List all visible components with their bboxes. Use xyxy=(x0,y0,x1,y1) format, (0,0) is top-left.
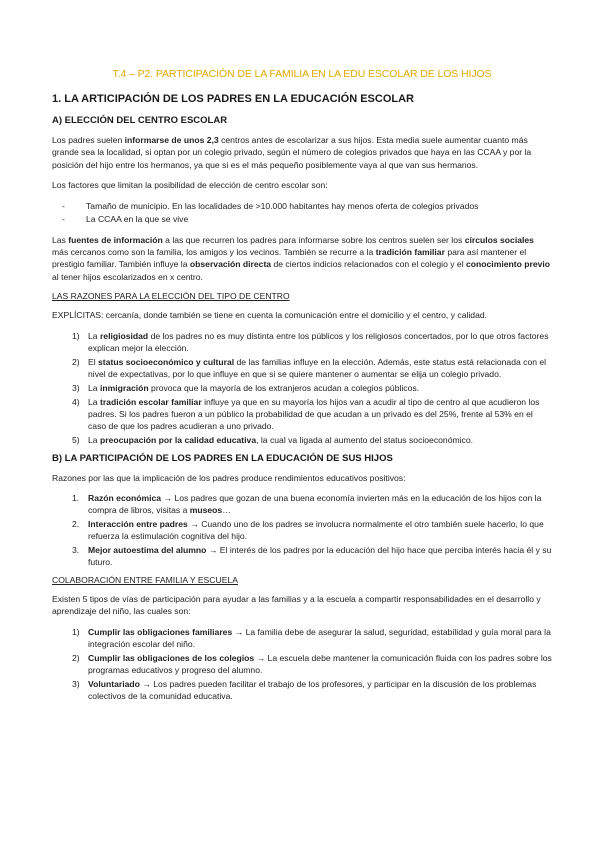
list-item: 1. Razón económica → Los padres que gozan de una buena economía invierten más en la educación de los hijos con la compra de libros, visitas a museos… xyxy=(72,493,542,516)
list-item: - Tamaño de municipio. En las localidades de >10.000 habitantes hay menos oferta de colegios privados xyxy=(52,200,552,213)
list-item: 3) Voluntariado → Los padres pueden facilitar el trabajo de los profesores, y participar en la discusión de los problemas colectivos de la comunidad educativa. xyxy=(72,678,537,701)
paragraph-fuentes: Las fuentes de información a las que recurren los padres para informarse sobre los centros suelen ser los círculos sociales más cercanos como son la familia, los amigos y los vecinos. También se recurre a la tradición familiar para así mantener el prestigio familiar. También influye la observación directa de ciertos indicios relacionados con el colegio y el conocimiento previo al tener hijos escolarizados en x centro. xyxy=(52,234,551,282)
list-item: 5) La preocupación por la calidad educativa, la cual va ligada al aumento del status socioeconómico. xyxy=(72,434,474,445)
paragraph-informarse: Los padres suelen informarse de unos 2,3 centros antes de escolarizar a sus hijos. Esta media suele aumentar cuanto más grande sea la localidad, si optan por un colegio privado, según el número de colegios privados que haya en las CCAA y por la posición del hijo entre los hermanos, ya que si es el más pequeño posiblemente vaya al que van sus hermanos. xyxy=(52,135,532,170)
document-page xyxy=(52,68,552,709)
paragraph-colaboracion-intro: Existen 5 tipos de vías de participación para ayudar a las familias y a la escuela a compartir responsabilidades en el desarrollo y aprendizaje del niño, las cuales son: xyxy=(52,594,541,617)
subsection-a-heading: A) ELECCIÓN DEL CENTRO ESCOLAR xyxy=(52,115,228,126)
list-item: 4) La tradición escolar familiar influye ya que en su mayoría los hijos van a acudir al tipo de centro al que acudieron los padres. Si los padres fueron a un público la probabilidad de que acudan a un privado es del 25%, frente al 53% en el caso de que los padres acudieran a uno privado. xyxy=(72,396,540,431)
vias-list xyxy=(52,626,552,702)
list-item: 2) Cumplir las obligaciones de los colegios → La escuela debe mantener la comunicación fluida con los padres sobre los programas educativos y progreso del alumno. xyxy=(72,652,552,675)
paragraph-explicitas: EXPLÍCITAS: cercanía, donde también se tiene en cuenta la comunicación entre el domicilio y el centro, y calidad. xyxy=(52,310,488,321)
list-item: 1) Cumplir las obligaciones familiares → La familia debe de asegurar la salud, seguridad, estabilidad y guía moral para la integración escolar del niño. xyxy=(72,626,551,649)
section-1-heading: 1. LA ARTICIPACIÓN DE LOS PADRES EN LA EDUCACIÓN ESCOLAR xyxy=(52,93,415,105)
colaboracion-heading: COLABORACIÓN ENTRE FAMILIA Y ESCUELA xyxy=(52,575,238,586)
list-item: 2) El status socioeconómico y cultural de las familias influye en la elección. Además, este status está relacionada con el nivel de expectativas, por lo que influye en que si se quiere mantener o aumentar se elija un colegio privado. xyxy=(72,356,547,379)
razones-heading: LAS RAZONES PARA LA ELECCIÓN DEL TIPO DE CENTRO xyxy=(52,291,290,302)
list-item: 2. Interacción entre padres → Cuando uno de los padres se involucra normalmente el otro también suele hacerlo, lo que refuerza la estimulación cognitiva del hijo. xyxy=(72,519,544,542)
list-item: 3. Mejor autoestima del alumno → El interés de los padres por la educación del hijo hace que perciba interés hacia él y su futuro. xyxy=(72,545,552,568)
list-item: - La CCAA en la que se vive xyxy=(52,213,552,226)
paragraph-factores-intro: Los factores que limitan la posibilidad de elección de centro escolar son: xyxy=(52,180,328,191)
reasons-list xyxy=(52,330,552,446)
list-item: 3) La inmigración provoca que la mayoría de los extranjeros acudan a colegios públicos. xyxy=(72,382,420,393)
document-title: T.4 – P2. PARTICIPACIÓN DE LA FAMILIA EN LA EDU ESCOLAR DE LOS HIJOS xyxy=(112,68,492,80)
subsection-b-heading: B) LA PARTICIPACIÓN DE LOS PADRES EN LA EDUCACIÓN DE SUS HIJOS xyxy=(52,452,393,464)
paragraph-razones-intro: Razones por las que la implicación de los padres produce rendimientos educativos positivos: xyxy=(52,472,406,483)
factors-list xyxy=(52,200,552,226)
benefits-list xyxy=(52,492,552,568)
list-item: 1) La religiosidad de los padres no es muy distinta entre los públicos y los religiosos concertados, por lo que otros factores explican mejor la elección. xyxy=(72,330,549,353)
